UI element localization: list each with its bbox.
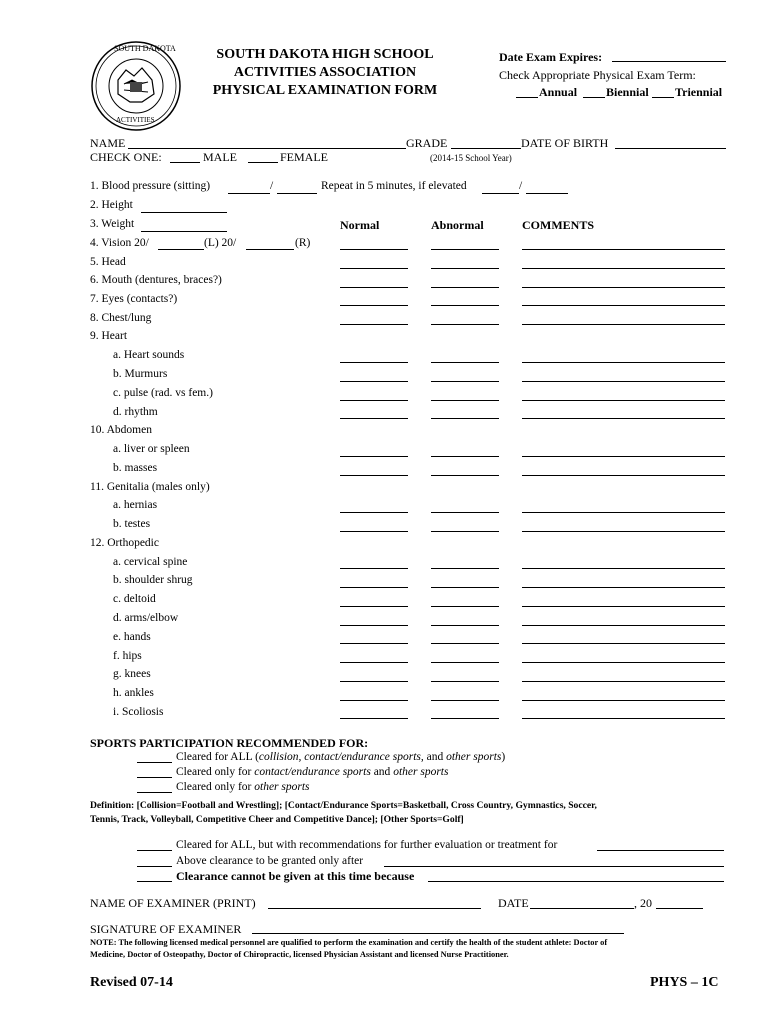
chest-comments-field[interactable] — [522, 324, 725, 325]
dob-label: DATE OF BIRTH — [521, 136, 609, 150]
clear-all-mid: and — [423, 751, 447, 763]
murmurs-label: b. Murmurs — [113, 368, 168, 380]
female-label: FEMALE — [280, 150, 328, 164]
genitalia-label: 11. Genitalia (males only) — [90, 481, 210, 493]
scoliosis-comments-field[interactable] — [522, 718, 725, 719]
association-seal — [90, 40, 182, 132]
liver-spleen-abnormal-field[interactable] — [431, 456, 499, 457]
clear-all-italic-2: other sports — [446, 751, 502, 763]
cervical-spine-comments-field[interactable] — [522, 568, 725, 569]
hernias-normal-field[interactable] — [340, 512, 408, 513]
masses-normal-field[interactable] — [340, 475, 408, 476]
check-one-label: CHECK ONE: — [90, 150, 162, 164]
mouth-comments-field[interactable] — [522, 287, 725, 288]
rhythm-comments-field[interactable] — [522, 418, 725, 419]
cervical-spine-label: a. cervical spine — [113, 556, 188, 568]
pulse-comments-field[interactable] — [522, 400, 725, 401]
clear-contact-italic-2: other sports — [393, 766, 449, 778]
shoulder-shrug-abnormal-field[interactable] — [431, 587, 499, 588]
exam-date-label: DATE — [498, 896, 529, 910]
clear-contact-italic: contact/endurance sports — [254, 766, 371, 778]
no-clearance-field[interactable] — [428, 881, 724, 882]
male-checkbox[interactable] — [170, 162, 200, 163]
term-triennial-label: Triennial — [675, 85, 723, 99]
clear-contact-checkbox[interactable] — [137, 777, 172, 778]
revision-label: Revised 07-14 — [90, 975, 173, 990]
hernias-label: a. hernias — [113, 499, 158, 511]
clear-other-pre: Cleared only for — [176, 781, 255, 793]
knees-label: g. knees — [113, 668, 151, 680]
date-exam-expires-label: Date Exam Expires: — [499, 50, 603, 64]
testes-label: b. testes — [113, 518, 151, 530]
term-biennial-checkbox[interactable] — [583, 97, 605, 98]
term-biennial-label: Biennial — [606, 85, 649, 99]
vision-left-field[interactable] — [158, 249, 204, 250]
term-prompt: Check Appropriate Physical Exam Term: — [499, 68, 696, 82]
head-label: 5. Head — [90, 256, 126, 268]
clear-with-recommendations-field[interactable] — [597, 850, 724, 851]
masses-abnormal-field[interactable] — [431, 475, 499, 476]
female-checkbox[interactable] — [248, 162, 278, 163]
shoulder-shrug-comments-field[interactable] — [522, 587, 725, 588]
name-field[interactable] — [128, 148, 406, 149]
ankles-normal-field[interactable] — [340, 700, 408, 701]
heart-label: 9. Heart — [90, 330, 128, 342]
vision-comments-field[interactable] — [522, 249, 725, 250]
clear-with-recommendations-checkbox[interactable] — [137, 850, 172, 851]
signature-label: SIGNATURE OF EXAMINER — [90, 922, 242, 936]
hands-abnormal-field[interactable] — [431, 643, 499, 644]
no-clearance-checkbox[interactable] — [137, 881, 172, 882]
heart-sounds-normal-field[interactable] — [340, 362, 408, 363]
weight-field[interactable] — [141, 231, 227, 232]
weight-label: 3. Weight — [90, 218, 135, 230]
murmurs-normal-field[interactable] — [340, 381, 408, 382]
height-field[interactable] — [141, 212, 227, 213]
pulse-normal-field[interactable] — [340, 400, 408, 401]
title-line-2: ACTIVITIES ASSOCIATION — [233, 65, 417, 80]
date-exam-expires-field[interactable] — [612, 61, 726, 62]
deltoid-abnormal-field[interactable] — [431, 606, 499, 607]
rhythm-abnormal-field[interactable] — [431, 418, 499, 419]
height-label: 2. Height — [90, 199, 133, 211]
hips-label: f. hips — [113, 650, 142, 662]
head-abnormal-field[interactable] — [431, 268, 499, 269]
exam-year-field[interactable] — [656, 908, 703, 909]
bp-diastolic-field[interactable] — [277, 193, 317, 194]
no-clearance-label: Clearance cannot be given at this time because — [176, 869, 415, 883]
liver-spleen-comments-field[interactable] — [522, 456, 725, 457]
deltoid-normal-field[interactable] — [340, 606, 408, 607]
mouth-normal-field[interactable] — [340, 287, 408, 288]
seal-text-bottom: ACTIVITIES — [116, 116, 155, 124]
chest-abnormal-field[interactable] — [431, 324, 499, 325]
term-annual-checkbox[interactable] — [516, 97, 538, 98]
eyes-abnormal-field[interactable] — [431, 305, 499, 306]
masses-comments-field[interactable] — [522, 475, 725, 476]
hips-abnormal-field[interactable] — [431, 662, 499, 663]
vision-abnormal-field[interactable] — [431, 249, 499, 250]
sports-heading: SPORTS PARTICIPATION RECOMMENDED FOR: — [90, 736, 369, 750]
pulse-abnormal-field[interactable] — [431, 400, 499, 401]
name-label: NAME — [90, 136, 126, 150]
signature-field[interactable] — [252, 933, 624, 934]
school-year: (2014-15 School Year) — [430, 153, 512, 163]
hips-normal-field[interactable] — [340, 662, 408, 663]
definition-line-1: Definition: [Collision=Football and Wrestling]; [Contact/Endurance Sports=Basketball, Cross Country, Gymnastics, Soccer, — [90, 800, 597, 811]
seal-text-top: SOUTH DAKOTA — [114, 44, 176, 53]
cervical-spine-normal-field[interactable] — [340, 568, 408, 569]
ankles-comments-field[interactable] — [522, 700, 725, 701]
testes-comments-field[interactable] — [522, 531, 725, 532]
vision-normal-field[interactable] — [340, 249, 408, 250]
knees-normal-field[interactable] — [340, 681, 408, 682]
term-annual-label: Annual — [539, 85, 578, 99]
clear-after-field[interactable] — [384, 866, 724, 867]
head-normal-field[interactable] — [340, 268, 408, 269]
title-line-3: PHYSICAL EXAMINATION FORM — [212, 83, 438, 98]
rhythm-label: d. rhythm — [113, 406, 158, 418]
cervical-spine-abnormal-field[interactable] — [431, 568, 499, 569]
arms-elbow-abnormal-field[interactable] — [431, 625, 499, 626]
knees-abnormal-field[interactable] — [431, 681, 499, 682]
hands-comments-field[interactable] — [522, 643, 725, 644]
note-line-2: Medicine, Doctor of Osteopathy, Doctor of Chiropractic, licensed Physician Assistant and licensed Nurse Practitioner. — [90, 950, 509, 959]
pulse-label: c. pulse (rad. vs fem.) — [113, 387, 213, 399]
heart-sounds-comments-field[interactable] — [522, 362, 725, 363]
vision-label: 4. Vision 20/ — [90, 237, 149, 249]
clear-contact-mid: and — [370, 766, 394, 778]
arms-elbow-comments-field[interactable] — [522, 625, 725, 626]
scoliosis-normal-field[interactable] — [340, 718, 408, 719]
form-code: PHYS – 1C — [650, 975, 719, 990]
heart-sounds-label: a. Heart sounds — [113, 349, 185, 361]
mouth-abnormal-field[interactable] — [431, 287, 499, 288]
clear-other-italic: other sports — [254, 781, 310, 793]
clear-contact-option — [176, 766, 448, 778]
clear-all-checkbox[interactable] — [137, 762, 172, 763]
clear-contact-pre: Cleared only for — [176, 766, 255, 778]
mouth-label: 6. Mouth (dentures, braces?) — [90, 274, 222, 286]
ankles-abnormal-field[interactable] — [431, 700, 499, 701]
rhythm-normal-field[interactable] — [340, 418, 408, 419]
clear-all-pre: Cleared for ALL ( — [176, 751, 259, 763]
hands-label: e. hands — [113, 631, 151, 643]
hands-normal-field[interactable] — [340, 643, 408, 644]
dob-field[interactable] — [615, 148, 726, 149]
testes-normal-field[interactable] — [340, 531, 408, 532]
scoliosis-label: i. Scoliosis — [113, 706, 164, 718]
masses-label: b. masses — [113, 462, 158, 474]
vision-left-suffix: (L) 20/ — [204, 237, 237, 249]
column-normal: Normal — [340, 218, 380, 232]
eyes-label: 7. Eyes (contacts?) — [90, 293, 178, 305]
shoulder-shrug-normal-field[interactable] — [340, 587, 408, 588]
bp-repeat-slash: / — [519, 180, 523, 192]
eyes-comments-field[interactable] — [522, 305, 725, 306]
grade-label: GRADE — [406, 136, 448, 150]
blood-pressure-label: 1. Blood pressure (sitting) — [90, 180, 211, 192]
clear-other-option — [176, 781, 310, 793]
clear-all-option — [176, 751, 505, 763]
male-label: MALE — [203, 150, 237, 164]
arms-elbow-label: d. arms/elbow — [113, 612, 179, 624]
murmurs-abnormal-field[interactable] — [431, 381, 499, 382]
heart-sounds-abnormal-field[interactable] — [431, 362, 499, 363]
deltoid-comments-field[interactable] — [522, 606, 725, 607]
clear-all-italic: collision, contact/endurance sports, — [258, 751, 424, 763]
abdomen-label: 10. Abdomen — [90, 424, 152, 436]
examiner-name-field[interactable] — [268, 908, 481, 909]
chest-normal-field[interactable] — [340, 324, 408, 325]
grade-field[interactable] — [451, 148, 521, 149]
head-comments-field[interactable] — [522, 268, 725, 269]
note-line-1: NOTE: The following licensed medical personnel are qualified to perform the examination and certify the health of the student athlete: Doctor of — [90, 938, 608, 947]
clear-with-recommendations-label: Cleared for ALL, but with recommendations for further evaluation or treatment for — [176, 839, 558, 851]
arms-elbow-normal-field[interactable] — [340, 625, 408, 626]
scoliosis-abnormal-field[interactable] — [431, 718, 499, 719]
hernias-abnormal-field[interactable] — [431, 512, 499, 513]
vision-right-suffix: (R) — [295, 237, 311, 249]
bp-slash: / — [270, 180, 274, 192]
column-comments: COMMENTS — [522, 218, 594, 232]
eyes-normal-field[interactable] — [340, 305, 408, 306]
bp-repeat-diastolic-field[interactable] — [526, 193, 568, 194]
examiner-name-label: NAME OF EXAMINER (PRINT) — [90, 896, 256, 910]
clear-after-label: Above clearance to be granted only after — [176, 855, 364, 867]
deltoid-label: c. deltoid — [113, 593, 156, 605]
hips-comments-field[interactable] — [522, 662, 725, 663]
chest-label: 8. Chest/lung — [90, 312, 152, 324]
ankles-label: h. ankles — [113, 687, 154, 699]
knees-comments-field[interactable] — [522, 681, 725, 682]
term-triennial-checkbox[interactable] — [652, 97, 674, 98]
testes-abnormal-field[interactable] — [431, 531, 499, 532]
clear-after-checkbox[interactable] — [137, 866, 172, 867]
clear-other-checkbox[interactable] — [137, 792, 172, 793]
bp-repeat-systolic-field[interactable] — [482, 193, 519, 194]
orthopedic-label: 12. Orthopedic — [90, 537, 159, 549]
liver-spleen-label: a. liver or spleen — [113, 443, 190, 455]
bp-repeat-label: Repeat in 5 minutes, if elevated — [321, 180, 467, 192]
exam-year-prefix: , 20 — [634, 896, 652, 910]
shoulder-shrug-label: b. shoulder shrug — [113, 574, 193, 586]
liver-spleen-normal-field[interactable] — [340, 456, 408, 457]
hernias-comments-field[interactable] — [522, 512, 725, 513]
definition-line-2: Tennis, Track, Volleyball, Competitive Cheer and Competitive Dance]; [Other Sports=Golf] — [90, 814, 464, 825]
bp-systolic-field[interactable] — [228, 193, 270, 194]
murmurs-comments-field[interactable] — [522, 381, 725, 382]
exam-date-field[interactable] — [530, 908, 634, 909]
clear-all-post: ) — [501, 751, 506, 763]
vision-right-field[interactable] — [246, 249, 294, 250]
column-abnormal: Abnormal — [431, 218, 484, 232]
title-line-1: SOUTH DAKOTA HIGH SCHOOL — [216, 47, 434, 62]
